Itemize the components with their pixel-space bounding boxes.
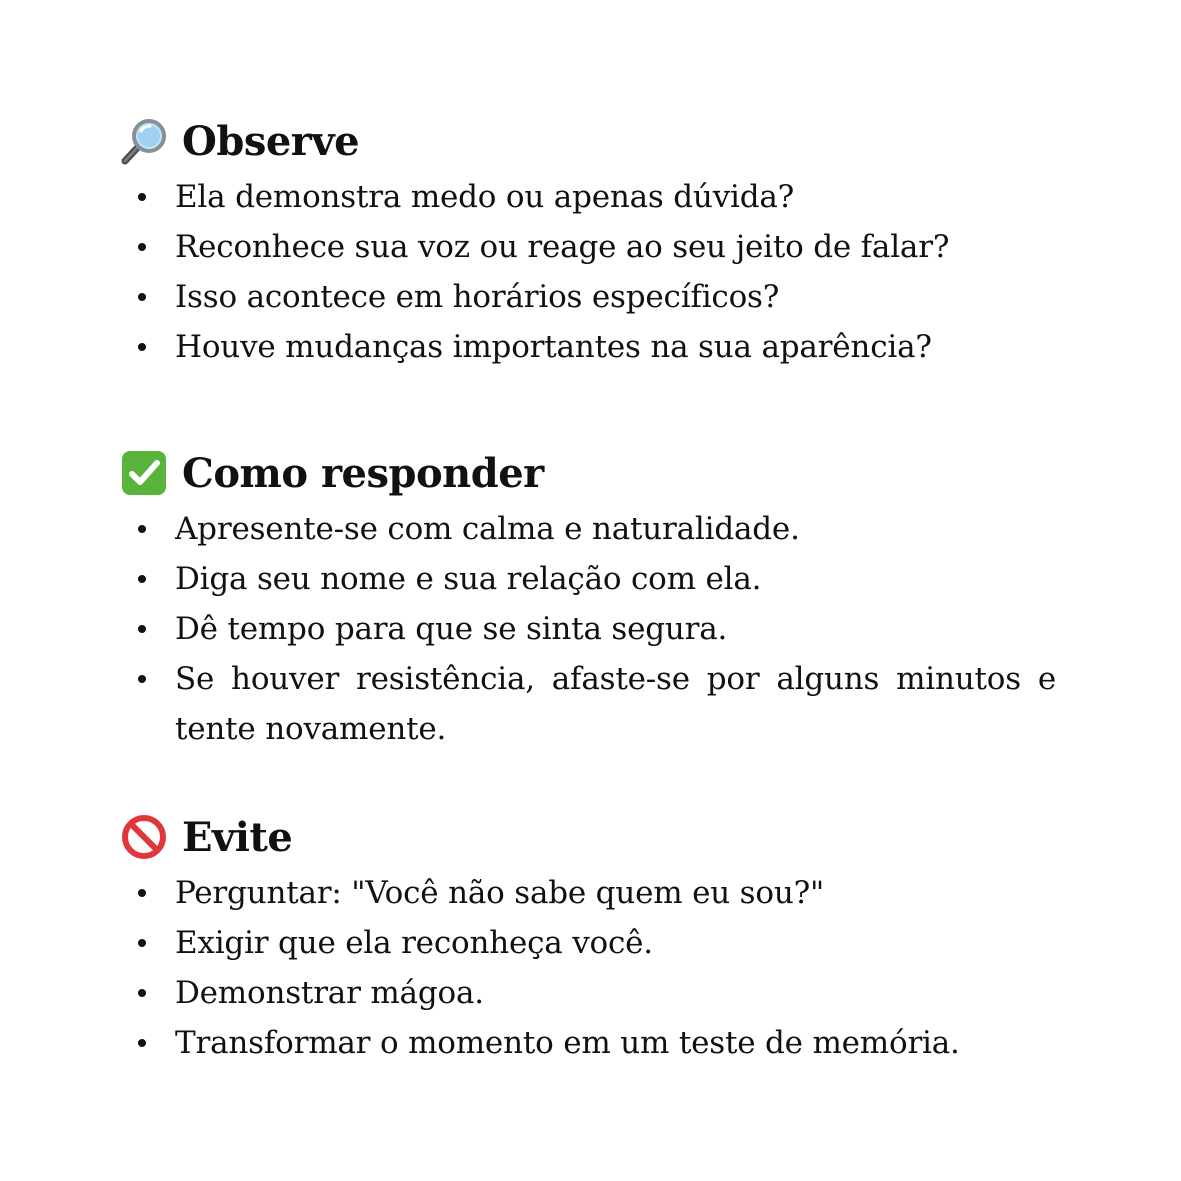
list-item [120, 554, 1056, 604]
list-item [120, 1018, 1056, 1068]
section-heading-evite [120, 808, 1056, 866]
prohibited-icon [120, 813, 168, 861]
bullet-icon [138, 675, 146, 683]
list-item [120, 968, 1056, 1018]
list-item-text: Apresente-se com calma e naturalidade. [175, 511, 800, 547]
list-item-text: Houve mudanças importantes na sua aparência? [175, 329, 932, 365]
section-title: Como responder [182, 449, 544, 497]
list-item [120, 918, 1056, 968]
list-item-text: Demonstrar mágoa. [175, 975, 484, 1011]
bullet-icon [138, 1039, 146, 1047]
section-heading-observe [120, 112, 1056, 170]
bullet-icon [138, 939, 146, 947]
list-item [120, 322, 1056, 372]
list-item [120, 604, 1056, 654]
list-item [120, 868, 1056, 918]
list-item-text: Se houver resistência, afaste-se por alguns minutos e tente novamente. [175, 661, 1056, 747]
bullet-list [120, 504, 1056, 754]
section-evite [120, 808, 1056, 1068]
bullet-icon [138, 343, 146, 351]
section-title: Observe [182, 117, 360, 165]
list-item-text: Diga seu nome e sua relação com ela. [175, 561, 762, 597]
section-heading-como-responder [120, 444, 1056, 502]
list-item [120, 504, 1056, 554]
bullet-icon [138, 625, 146, 633]
section-observe [120, 112, 1056, 372]
list-item-text: Ela demonstra medo ou apenas dúvida? [175, 179, 795, 215]
check-mark-icon [120, 449, 168, 497]
list-item-text: Perguntar: "Você não sabe quem eu sou?" [175, 875, 825, 911]
bullet-list [120, 172, 1056, 372]
list-item [120, 172, 1056, 222]
list-item-text: Isso acontece em horários específicos? [175, 279, 780, 315]
list-item-text: Transformar o momento em um teste de memória. [175, 1025, 960, 1061]
list-item [120, 272, 1056, 322]
bullet-icon [138, 525, 146, 533]
bullet-icon [138, 193, 146, 201]
bullet-icon [138, 989, 146, 997]
magnifying-glass-icon [120, 117, 168, 165]
bullet-icon [138, 293, 146, 301]
list-item [120, 222, 1056, 272]
list-item [120, 654, 1056, 754]
list-item-text: Reconhece sua voz ou reage ao seu jeito de falar? [175, 229, 950, 265]
bullet-list [120, 868, 1056, 1068]
bullet-icon [138, 243, 146, 251]
list-item-text: Exigir que ela reconheça você. [175, 925, 653, 961]
list-item-text: Dê tempo para que se sinta segura. [175, 611, 728, 647]
section-como-responder [120, 444, 1056, 754]
bullet-icon [138, 889, 146, 897]
section-title: Evite [182, 813, 293, 861]
bullet-icon [138, 575, 146, 583]
